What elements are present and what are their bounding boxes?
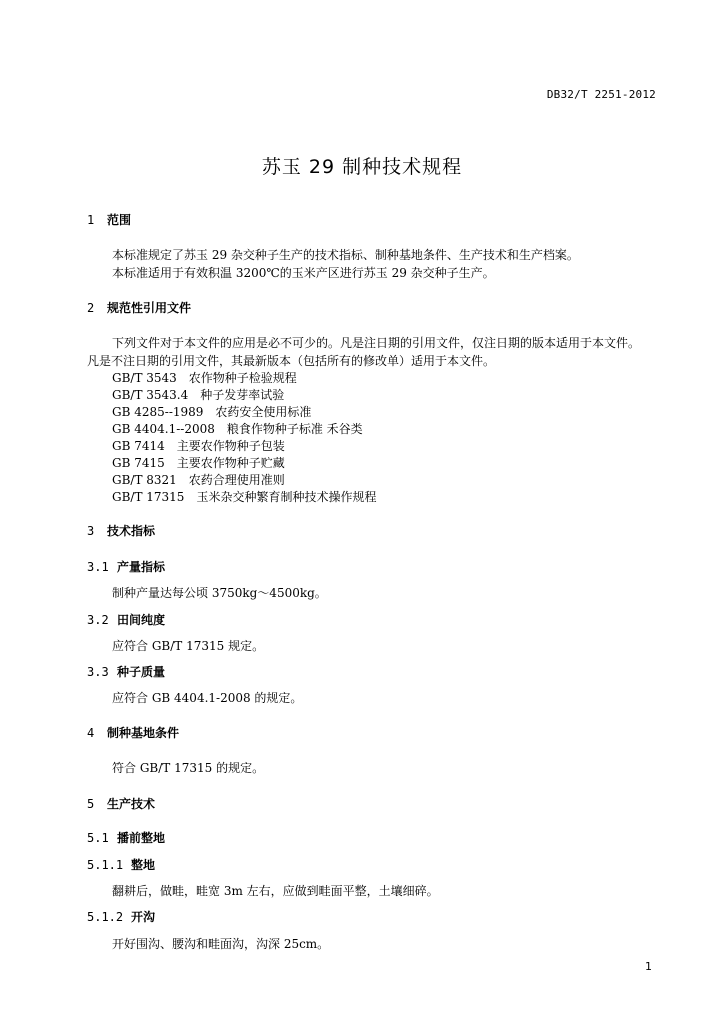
standard-code: DB32/T 2251-2012	[546, 88, 656, 101]
ditch-paragraph: 开好围沟、腰沟和畦面沟，沟深 25cm。	[112, 937, 330, 951]
section-heading-1: 1 范围	[87, 213, 132, 227]
yield-paragraph: 制种产量达每公顷 3750kg～4500kg。	[112, 586, 327, 600]
norm-paragraph-1: 下列文件对于本文件的应用是必不可少的。凡是注日期的引用文件，仅注日期的版本适用于本文件。	[112, 336, 641, 350]
section-heading-3: 3 技术指标	[87, 524, 156, 538]
tillage-paragraph: 翻耕后，做畦，畦宽 3m 左右，应做到畦面平整，土壤细碎。	[112, 884, 439, 898]
page-number: 1	[645, 960, 652, 973]
section-heading-3-3: 3.3 种子质量	[87, 665, 166, 679]
reference-item: GB 7415 主要农作物种子贮藏	[112, 456, 285, 470]
quality-paragraph: 应符合 GB 4404.1-2008 的规定。	[112, 691, 303, 705]
reference-item: GB 4404.1--2008 粮食作物种子标准 禾谷类	[112, 422, 363, 436]
section-heading-5-1-1: 5.1.1 整地	[87, 858, 156, 872]
scope-paragraph-1: 本标准规定了苏玉 29 杂交种子生产的技术指标、制种基地条件、生产技术和生产档案。	[112, 248, 579, 262]
purity-paragraph: 应符合 GB/T 17315 规定。	[112, 639, 265, 653]
section-heading-5-1-2: 5.1.2 开沟	[87, 910, 156, 924]
base-paragraph: 符合 GB/T 17315 的规定。	[112, 761, 265, 775]
section-heading-5: 5 生产技术	[87, 797, 156, 811]
scope-paragraph-2: 本标准适用于有效积温 3200℃的玉米产区进行苏玉 29 杂交种子生产。	[112, 266, 495, 280]
section-heading-5-1: 5.1 播前整地	[87, 831, 166, 845]
document-title: 苏玉 29 制种技术规程	[261, 156, 463, 178]
section-heading-2: 2 规范性引用文件	[87, 301, 192, 315]
reference-item: GB/T 3543 农作物种子检验规程	[112, 371, 297, 385]
reference-item: GB/T 8321 农药合理使用准则	[112, 473, 285, 487]
section-heading-3-1: 3.1 产量指标	[87, 560, 166, 574]
reference-item: GB/T 17315 玉米杂交种繁育制种技术操作规程	[112, 490, 377, 504]
reference-item: GB 4285--1989 农药安全使用标准	[112, 405, 312, 419]
reference-item: GB 7414 主要农作物种子包装	[112, 439, 285, 453]
norm-paragraph-2: 凡是不注日期的引用文件，其最新版本（包括所有的修改单）适用于本文件。	[87, 354, 496, 368]
section-heading-3-2: 3.2 田间纯度	[87, 613, 166, 627]
section-heading-4: 4 制种基地条件	[87, 726, 180, 740]
reference-item: GB/T 3543.4 种子发芽率试验	[112, 388, 285, 402]
